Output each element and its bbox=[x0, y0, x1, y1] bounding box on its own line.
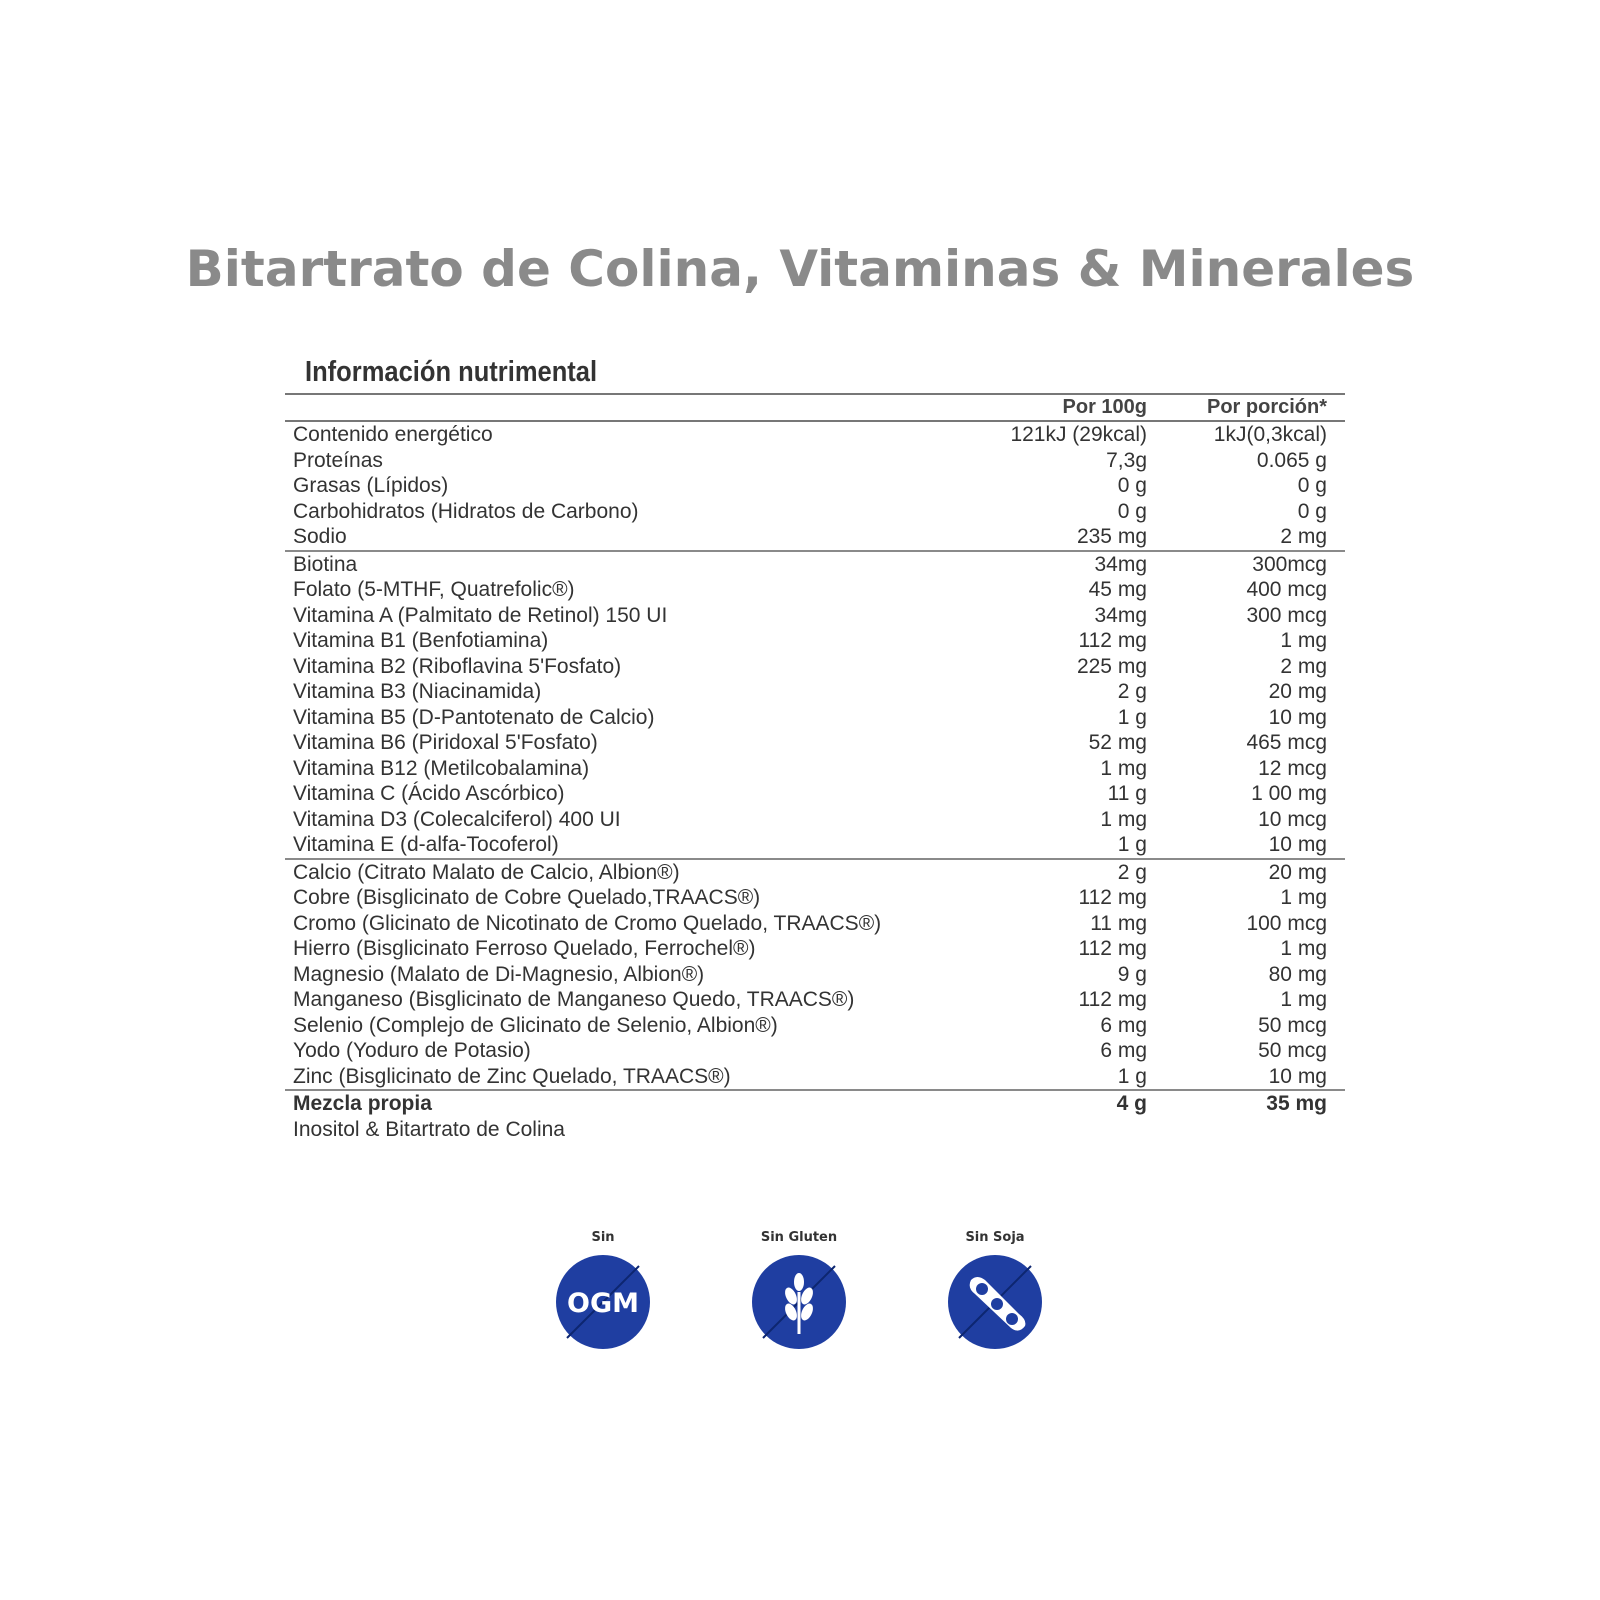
value-serving: 100 mcg bbox=[1246, 911, 1327, 935]
value-per100: 34mg bbox=[1094, 603, 1147, 627]
nutrient-name: Mezcla propia bbox=[293, 1092, 432, 1115]
badge-ogm-text: OGM bbox=[567, 1288, 639, 1319]
value-per100: 45 mg bbox=[1088, 578, 1147, 601]
value-per100: 1 g bbox=[1117, 833, 1147, 856]
value-serving: 1kJ(0,3kcal) bbox=[1213, 423, 1327, 446]
table-row bbox=[285, 860, 1345, 886]
table-row bbox=[285, 603, 1345, 629]
value-per100: 0 g bbox=[1117, 474, 1147, 497]
value-serving: 10 mg bbox=[1268, 705, 1327, 729]
nutrient-name: Calcio (Citrato Malato de Calcio, Albion®) bbox=[293, 860, 680, 884]
table-section bbox=[285, 1091, 1345, 1142]
table-row bbox=[285, 473, 1345, 499]
nutrient-name: Cromo (Glicinato de Nicotinato de Cromo Quelado, TRAACS®) bbox=[293, 911, 882, 935]
nutrient-name: Vitamina A (Palmitato de Retinol) 150 UI bbox=[293, 603, 668, 627]
value-per100: 112 mg bbox=[1078, 937, 1147, 960]
gluten-free-icon bbox=[749, 1252, 849, 1352]
column-header-nutrient bbox=[285, 395, 997, 420]
nutrient-name: Cobre (Bisglicinato de Cobre Quelado,TRAACS®) bbox=[293, 886, 761, 909]
value-serving bbox=[1147, 1117, 1345, 1143]
nutrient-name: Vitamina C (Ácido Ascórbico) bbox=[293, 782, 565, 805]
value-serving: 50 mcg bbox=[1258, 1039, 1327, 1062]
nutrient-name: Carbohidratos (Hidratos de Carbono) bbox=[293, 499, 639, 523]
nutrient-name: Yodo (Yoduro de Potasio) bbox=[293, 1039, 531, 1062]
value-per100: 112 mg bbox=[1078, 629, 1147, 652]
nutrient-name: Proteínas bbox=[293, 448, 383, 472]
nutrient-name: Vitamina E (d-alfa-Tocoferol) bbox=[293, 833, 559, 856]
table-section bbox=[285, 552, 1345, 860]
table-row bbox=[285, 730, 1345, 756]
table-row bbox=[285, 1064, 1345, 1090]
table-row bbox=[285, 1013, 1345, 1039]
value-per100: 1 mg bbox=[1100, 756, 1147, 780]
table-row bbox=[285, 499, 1345, 525]
nutrient-name: Folato (5-MTHF, Quatrefolic®) bbox=[293, 578, 575, 601]
nutrient-name: Vitamina B6 (Piridoxal 5'Fosfato) bbox=[293, 731, 598, 754]
value-serving: 300 mcg bbox=[1246, 603, 1327, 627]
column-header-per100: Por 100g bbox=[1062, 396, 1147, 418]
table-row bbox=[285, 962, 1345, 988]
table-row bbox=[285, 1117, 1345, 1143]
nutrient-name: Biotina bbox=[293, 552, 358, 576]
nutrient-name: Selenio (Complejo de Glicinato de Selenio, Albion®) bbox=[293, 1013, 778, 1037]
value-per100: 2 g bbox=[1117, 860, 1147, 884]
value-per100: 121kJ (29kcal) bbox=[1010, 423, 1147, 446]
nutrient-name: Magnesio (Malato de Di-Magnesio, Albion®) bbox=[293, 962, 705, 986]
value-per100: 11 g bbox=[1107, 782, 1147, 805]
value-per100: 6 mg bbox=[1100, 1013, 1147, 1037]
table-row bbox=[285, 654, 1345, 680]
value-serving: 2 mg bbox=[1280, 654, 1327, 678]
nutrient-name: Zinc (Bisglicinato de Zinc Quelado, TRAACS®) bbox=[293, 1064, 731, 1088]
nutrient-name: Manganeso (Bisglicinato de Manganeso Quedo, TRAACS®) bbox=[293, 988, 855, 1011]
value-serving: 1 00 mg bbox=[1251, 782, 1327, 805]
value-serving: 35 mg bbox=[1266, 1092, 1327, 1115]
nutrient-name: Grasas (Lípidos) bbox=[293, 474, 449, 497]
value-per100: 52 mg bbox=[1088, 731, 1147, 754]
nutrient-name: Inositol & Bitartrato de Colina bbox=[293, 1117, 565, 1141]
table-row bbox=[285, 1038, 1345, 1064]
gmo-free-icon bbox=[553, 1252, 653, 1352]
nutrition-facts-table bbox=[285, 355, 1345, 1142]
value-serving: 1 mg bbox=[1280, 937, 1327, 960]
table-heading: Información nutrimental bbox=[305, 356, 598, 388]
value-serving: 1 mg bbox=[1280, 629, 1327, 652]
value-serving: 1 mg bbox=[1280, 988, 1327, 1011]
soy-free-icon bbox=[945, 1252, 1045, 1352]
nutrient-name: Vitamina B5 (D-Pantotenato de Calcio) bbox=[293, 705, 655, 729]
value-per100: 1 g bbox=[1117, 705, 1147, 729]
value-per100: 9 g bbox=[1117, 962, 1147, 986]
value-serving: 1 mg bbox=[1280, 886, 1327, 909]
nutrient-name: Hierro (Bisglicinato Ferroso Quelado, Ferrochel®) bbox=[293, 937, 756, 960]
value-serving: 465 mcg bbox=[1246, 731, 1327, 754]
value-per100: 4 g bbox=[1116, 1092, 1147, 1115]
value-serving: 12 mcg bbox=[1258, 756, 1327, 780]
badge-label: Sin bbox=[591, 1230, 615, 1245]
value-serving: 0 g bbox=[1297, 499, 1327, 523]
table-row bbox=[285, 552, 1345, 578]
value-serving: 400 mcg bbox=[1246, 578, 1327, 601]
table-row bbox=[285, 832, 1345, 858]
nutrient-name: Vitamina B12 (Metilcobalamina) bbox=[293, 756, 590, 780]
table-row bbox=[285, 756, 1345, 782]
column-headers bbox=[285, 395, 1345, 422]
value-per100: 235 mg bbox=[1076, 525, 1147, 548]
value-per100: 6 mg bbox=[1100, 1039, 1147, 1062]
table-row bbox=[285, 524, 1345, 550]
table-row bbox=[285, 987, 1345, 1013]
table-row bbox=[285, 1091, 1345, 1117]
value-serving: 0.065 g bbox=[1256, 448, 1327, 472]
table-section bbox=[285, 422, 1345, 552]
value-per100: 11 mg bbox=[1090, 911, 1147, 935]
value-per100 bbox=[997, 1117, 1147, 1143]
value-per100: 112 mg bbox=[1078, 988, 1147, 1011]
nutrient-name: Vitamina D3 (Colecalciferol) 400 UI bbox=[293, 807, 621, 831]
table-row bbox=[285, 448, 1345, 474]
badge-label: Sin Gluten bbox=[760, 1230, 838, 1245]
badge-sin-ogm bbox=[548, 1230, 658, 1360]
table-row bbox=[285, 577, 1345, 603]
table-row bbox=[285, 705, 1345, 731]
value-per100: 0 g bbox=[1117, 499, 1147, 523]
value-per100: 225 mg bbox=[1076, 654, 1147, 678]
nutrient-name: Vitamina B2 (Riboflavina 5'Fosfato) bbox=[293, 654, 622, 678]
table-section bbox=[285, 860, 1345, 1092]
value-serving: 300mcg bbox=[1252, 552, 1327, 576]
table-row bbox=[285, 936, 1345, 962]
nutrient-name: Contenido energético bbox=[293, 423, 493, 446]
table-row bbox=[285, 422, 1345, 448]
page-title: Bitartrato de Colina, Vitaminas & Minerales bbox=[185, 240, 1415, 298]
nutrient-name: Vitamina B1 (Benfotiamina) bbox=[293, 629, 549, 652]
badge-sin-soja bbox=[940, 1230, 1050, 1360]
value-per100: 112 mg bbox=[1078, 886, 1147, 909]
value-serving: 2 mg bbox=[1280, 525, 1327, 548]
value-per100: 7,3g bbox=[1106, 448, 1147, 472]
value-serving: 20 mg bbox=[1268, 680, 1327, 703]
badge-label: Sin Soja bbox=[965, 1230, 1025, 1245]
value-serving: 80 mg bbox=[1268, 962, 1327, 986]
table-row bbox=[285, 781, 1345, 807]
nutrient-name: Vitamina B3 (Niacinamida) bbox=[293, 680, 542, 703]
table-body bbox=[285, 422, 1345, 1142]
value-serving: 10 mcg bbox=[1258, 807, 1327, 831]
value-serving: 10 mg bbox=[1268, 833, 1327, 856]
column-header-serving: Por porción* bbox=[1206, 396, 1327, 418]
value-serving: 0 g bbox=[1297, 474, 1327, 497]
table-row bbox=[285, 807, 1345, 833]
value-serving: 20 mg bbox=[1268, 860, 1327, 884]
table-row bbox=[285, 911, 1345, 937]
value-per100: 1 g bbox=[1117, 1064, 1147, 1088]
value-serving: 50 mcg bbox=[1258, 1013, 1327, 1037]
badge-sin-gluten bbox=[744, 1230, 854, 1360]
table-row bbox=[285, 679, 1345, 705]
nutrient-name: Sodio bbox=[293, 525, 347, 548]
value-per100: 34mg bbox=[1094, 552, 1147, 576]
value-per100: 2 g bbox=[1117, 680, 1147, 703]
table-row bbox=[285, 885, 1345, 911]
value-serving: 10 mg bbox=[1268, 1064, 1327, 1088]
table-row bbox=[285, 628, 1345, 654]
value-per100: 1 mg bbox=[1100, 807, 1147, 831]
